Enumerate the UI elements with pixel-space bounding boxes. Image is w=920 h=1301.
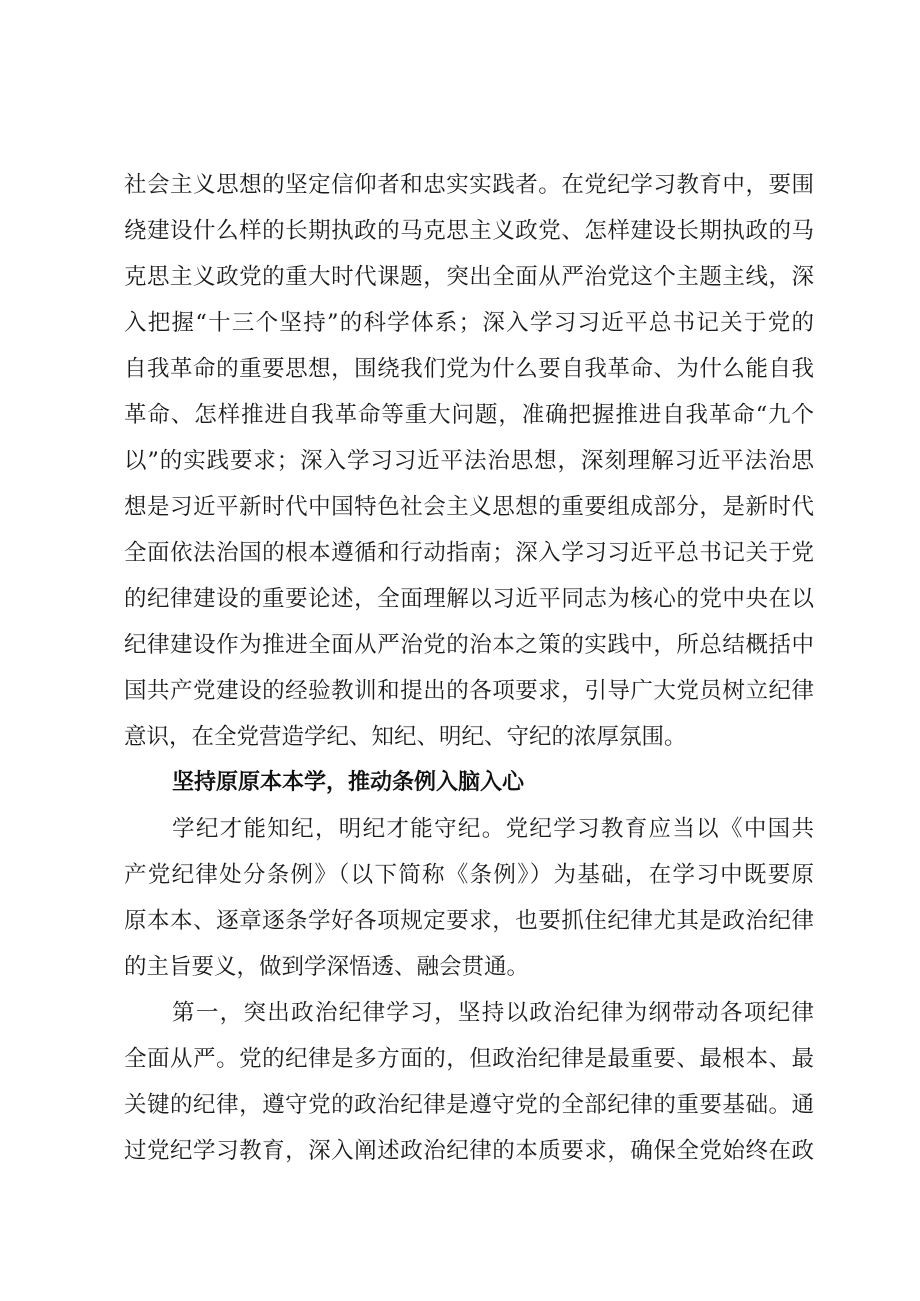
paragraph-2-line: 产党纪律处分条例》（以下简称《条例》）为基础，在学习中既要原 [124,862,814,888]
paragraph-1-line: 绕建设什么样的长期执政的马克思主义政党、怎样建设长期执政的马 [124,218,814,244]
paragraph-1-line: 意识，在全党营造学纪、知纪、明纪、守纪的浓厚氛围。 [124,724,687,750]
paragraph-1-line: 入把握“十三个坚持”的科学体系；深入学习习近平总书记关于党的 [124,310,814,336]
paragraph-1-line: 想是习近平新时代中国特色社会主义思想的重要组成部分，是新时代 [124,494,814,520]
paragraph-1-line: 国共产党建设的经验教训和提出的各项要求，引导广大党员树立纪律 [124,678,814,704]
paragraph-2-line: 原本本、逐章逐条学好各项规定要求，也要抓住纪律尤其是政治纪律 [124,908,814,934]
paragraph-1-line: 自我革命的重要思想，围绕我们党为什么要自我革命、为什么能自我 [124,356,814,382]
paragraph-3-line: 全面从严。党的纪律是多方面的，但政治纪律是最重要、最根本、最 [124,1046,814,1072]
paragraph-1-line: 克思主义政党的重大时代课题，突出全面从严治党这个主题主线，深 [124,264,814,290]
paragraph-3-line: 关键的纪律，遵守党的政治纪律是遵守党的全部纪律的重要基础。通 [124,1092,814,1118]
paragraph-2-line: 学纪才能知纪，明纪才能守纪。党纪学习教育应当以《中国共 [172,816,814,842]
paragraph-2-line: 的主旨要义，做到学深悟透、融会贯通。 [124,954,530,980]
paragraph-1-line: 的纪律建设的重要论述，全面理解以习近平同志为核心的党中央在以 [124,586,814,612]
paragraph-3-line: 过党纪学习教育，深入阐述政治纪律的本质要求，确保全党始终在政 [124,1138,814,1164]
paragraph-1-line: 革命、怎样推进自我革命等重大问题，准确把握推进自我革命“九个 [124,402,814,428]
paragraph-1-line: 以”的实践要求；深入学习习近平法治思想，深刻理解习近平法治思 [124,448,814,474]
paragraph-3-line: 第一，突出政治纪律学习，坚持以政治纪律为纲带动各项纪律 [172,1000,814,1026]
paragraph-1-line: 全面依法治国的根本遵循和行动指南；深入学习习近平总书记关于党 [124,540,814,566]
paragraph-1-line: 纪律建设作为推进全面从严治党的治本之策的实践中，所总结概括中 [124,632,814,658]
paragraph-1-line: 社会主义思想的坚定信仰者和忠实实践者。在党纪学习教育中，要围 [124,172,814,198]
section-heading: 坚持原原本本学，推动条例入脑入心 [172,770,525,795]
